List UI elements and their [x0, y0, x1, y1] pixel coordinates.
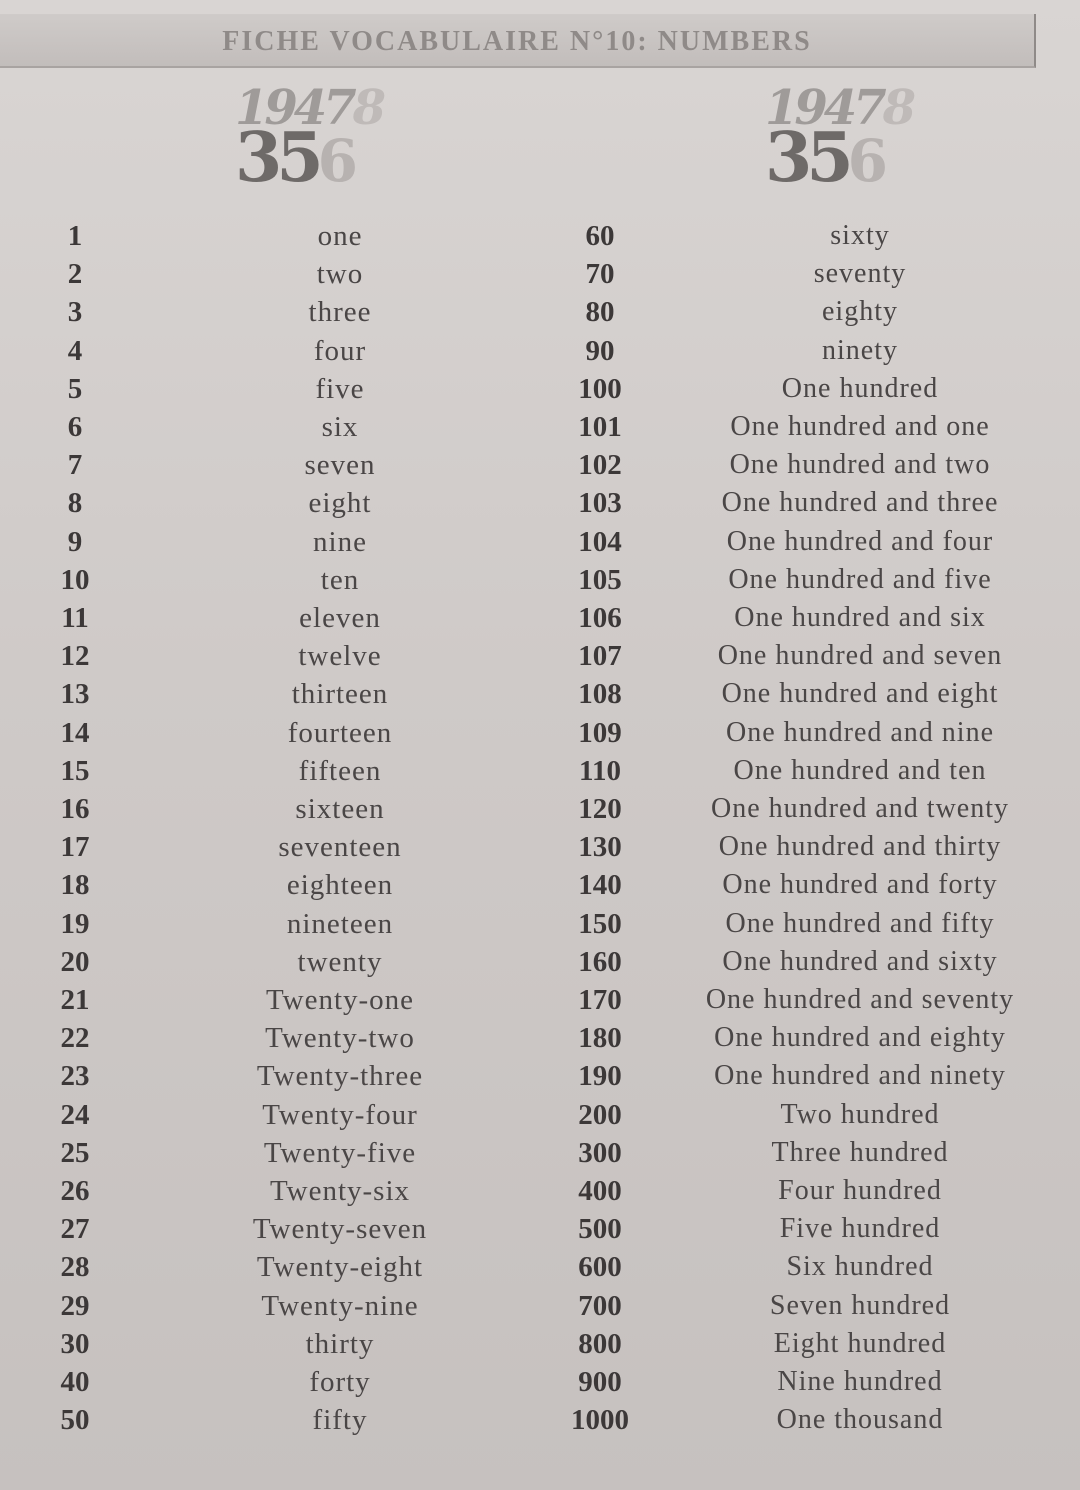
word-cell: eight [308, 487, 372, 520]
number-cell: 700 [578, 1289, 622, 1322]
word-cell: ninety [822, 334, 898, 366]
number-cell: 70 [585, 258, 615, 291]
word-cell: fifty [312, 1404, 368, 1437]
word-cell: One hundred and five [728, 563, 992, 595]
word-cell: One hundred and six [734, 602, 986, 633]
word-cell: Five hundred [779, 1213, 941, 1245]
number-cell: 107 [578, 640, 622, 673]
word-cell: Twenty-six [269, 1175, 411, 1207]
number-cell: 102 [578, 449, 622, 482]
word-cell: Twenty-eight [256, 1251, 424, 1284]
word-cell: one [317, 220, 363, 252]
word-cell: Twenty-four [262, 1098, 418, 1131]
word-cell: One hundred and nine [725, 716, 995, 748]
number-cell: 9 [67, 525, 83, 558]
number-cell: 140 [578, 869, 622, 902]
number-cell: 160 [578, 945, 622, 978]
word-cell: One hundred and eight [721, 678, 999, 710]
word-cell: four [313, 334, 367, 367]
page-title: FICHE VOCABULAIRE N°10: NUMBERS [222, 26, 812, 57]
numbers-decoration-right: 19478 356 [765, 80, 912, 198]
word-cell: ten [320, 563, 360, 596]
word-cell: twelve [298, 640, 382, 673]
number-cell: 170 [578, 984, 622, 1016]
number-cell: 80 [585, 296, 615, 329]
header-bar [0, 14, 1036, 68]
word-cell: Seven hundred [769, 1289, 951, 1321]
number-cell: 1000 [571, 1404, 629, 1437]
number-cell: 28 [60, 1251, 90, 1284]
number-cell: 110 [579, 754, 621, 787]
number-cell: 5 [67, 372, 83, 405]
number-cell: 60 [585, 220, 615, 252]
word-cell: One hundred and ninety [714, 1060, 1006, 1092]
number-cell: 4 [67, 334, 83, 367]
word-cell: Twenty-five [263, 1136, 417, 1169]
word-cell: eleven [299, 602, 381, 634]
number-cell: 15 [60, 754, 90, 787]
number-cell: 180 [578, 1022, 622, 1055]
word-cell: fifteen [298, 754, 382, 787]
number-cell: 24 [60, 1098, 90, 1131]
number-cell: 500 [578, 1213, 622, 1246]
word-cell: One hundred and thirty [718, 831, 1002, 863]
word-cell: thirteen [291, 678, 389, 711]
word-cell: nine [313, 525, 367, 558]
number-cell: 40 [60, 1366, 90, 1398]
word-cell: One thousand [776, 1404, 944, 1436]
number-cell: 103 [578, 487, 622, 520]
number-cell: 900 [578, 1366, 622, 1398]
word-cell: Twenty-nine [261, 1289, 419, 1322]
word-cell: forty [309, 1366, 371, 1398]
number-cell: 50 [60, 1404, 90, 1437]
number-cell: 200 [578, 1098, 622, 1131]
number-cell: 6 [67, 411, 83, 443]
word-cell: Twenty-three [256, 1060, 424, 1093]
numbers-decoration-left: 19478 356 [235, 80, 382, 198]
word-cell: three [308, 296, 372, 329]
word-cell: Twenty-seven [252, 1213, 428, 1246]
word-cell: One hundred and two [729, 449, 991, 481]
word-cell: Twenty-two [265, 1022, 415, 1055]
number-cell: 800 [578, 1327, 622, 1360]
word-cell: fourteen [287, 716, 393, 749]
number-cell: 18 [60, 869, 90, 902]
number-cell: 130 [578, 831, 622, 864]
number-cell: 23 [60, 1060, 90, 1093]
word-cell: Six hundred [786, 1251, 934, 1283]
number-cell: 27 [60, 1213, 90, 1246]
number-cell: 16 [60, 793, 90, 825]
word-cell: Eight hundred [773, 1327, 947, 1359]
word-cell: Four hundred [778, 1175, 942, 1206]
word-cell: One hundred and seven [717, 640, 1003, 672]
number-cell: 13 [60, 678, 90, 711]
word-cell: One hundred and sixty [722, 945, 998, 977]
number-cell: 7 [67, 449, 83, 482]
word-cell: One hundred and twenty [710, 793, 1010, 824]
word-cell: One hundred and forty [722, 869, 998, 901]
number-cell: 100 [578, 372, 622, 405]
number-cell: 10 [60, 563, 90, 596]
number-cell: 8 [67, 487, 83, 520]
word-cell: One hundred and three [721, 487, 999, 519]
number-cell: 14 [60, 716, 90, 749]
word-cell: thirty [305, 1327, 375, 1360]
word-cell: five [315, 372, 365, 405]
word-cell: One hundred and eighty [714, 1022, 1006, 1054]
word-cell: Three hundred [771, 1136, 949, 1168]
number-cell: 104 [578, 525, 622, 558]
number-cell: 17 [60, 831, 90, 864]
number-cell: 2 [67, 258, 83, 291]
word-cell: Two hundred [780, 1098, 940, 1130]
number-cell: 20 [60, 945, 90, 978]
word-cell: seventeen [278, 831, 402, 864]
number-cell: 600 [578, 1251, 622, 1284]
number-cell: 101 [578, 411, 622, 443]
word-cell: sixteen [295, 793, 385, 825]
number-cell: 150 [578, 907, 622, 940]
word-cell: eighty [822, 296, 898, 328]
number-cell: 26 [60, 1175, 90, 1207]
number-cell: 11 [61, 602, 89, 634]
number-cell: 300 [578, 1136, 622, 1169]
number-cell: 105 [578, 563, 622, 596]
word-cell: seventy [813, 258, 907, 290]
number-cell: 90 [585, 334, 615, 367]
number-cell: 3 [67, 296, 83, 329]
word-cell: seven [304, 449, 376, 482]
word-cell: One hundred and ten [733, 754, 987, 786]
number-cell: 109 [578, 716, 622, 749]
word-cell: twenty [297, 945, 383, 978]
number-cell: 190 [578, 1060, 622, 1093]
number-cell: 106 [578, 602, 622, 634]
number-cell: 29 [60, 1289, 90, 1322]
word-cell: six [321, 411, 359, 443]
word-cell: One hundred and four [726, 525, 994, 557]
number-cell: 108 [578, 678, 622, 711]
number-cell: 1 [67, 220, 83, 252]
number-cell: 30 [60, 1327, 90, 1360]
word-cell: nineteen [286, 907, 394, 940]
word-cell: eighteen [286, 869, 394, 902]
word-cell: One hundred and one [730, 411, 990, 442]
word-cell: One hundred and fifty [725, 907, 995, 939]
number-cell: 19 [60, 907, 90, 940]
number-cell: 21 [60, 984, 90, 1016]
number-cell: 120 [578, 793, 622, 825]
word-cell: two [316, 258, 364, 291]
word-cell: Twenty-one [265, 984, 415, 1016]
word-cell: Nine hundred [777, 1366, 943, 1397]
number-cell: 22 [60, 1022, 90, 1055]
number-cell: 25 [60, 1136, 90, 1169]
word-cell: sixty [830, 220, 890, 251]
number-cell: 400 [578, 1175, 622, 1207]
word-cell: One hundred [781, 372, 939, 404]
number-cell: 12 [60, 640, 90, 673]
word-cell: One hundred and seventy [705, 984, 1015, 1015]
